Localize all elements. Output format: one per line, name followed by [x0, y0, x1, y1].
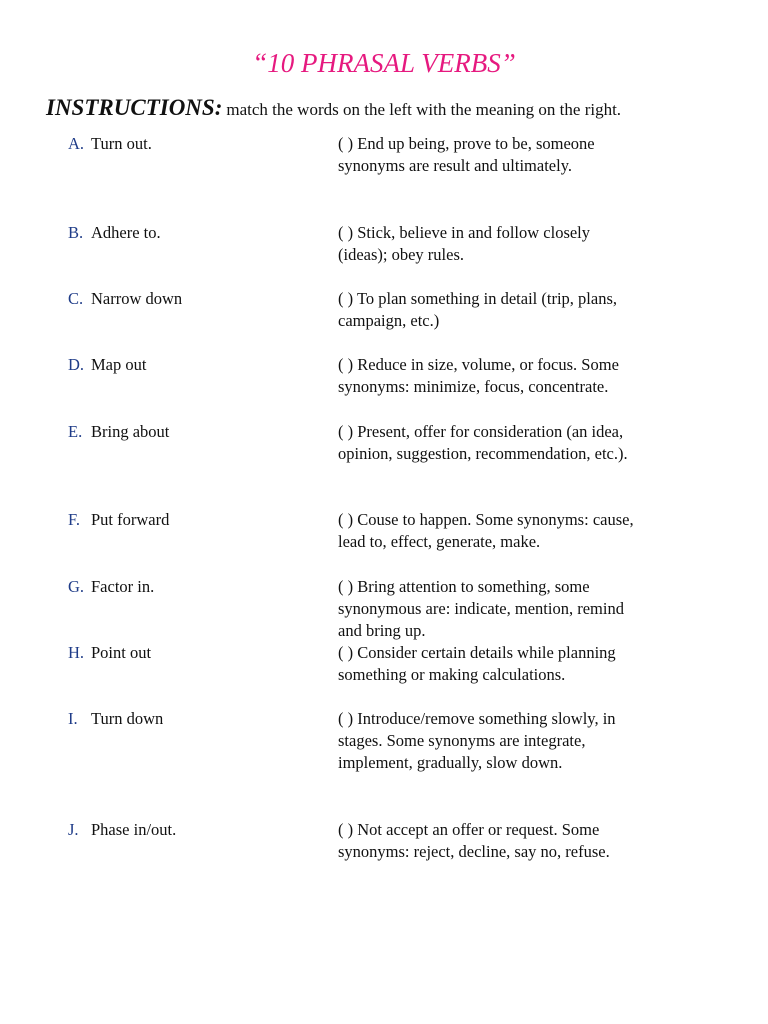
item-letter: E.	[68, 422, 83, 441]
meaning-text: ( ) End up being, prove to be, someone synonyms are result and ultimately.	[338, 134, 595, 176]
meaning-text: ( ) Reduce in size, volume, or focus. Some synonyms: minimize, focus, concentrate.	[338, 355, 619, 397]
meaning-text: ( ) Consider certain details while planning something or making calculations.	[338, 643, 616, 685]
item-letter: J.	[68, 820, 79, 839]
item-letter: C.	[68, 289, 84, 308]
item-letter: D.	[68, 355, 85, 374]
item-letter: G.	[68, 577, 85, 596]
meaning-text: ( ) Couse to happen. Some synonyms: cause, lead to, effect, generate, make.	[338, 510, 634, 552]
phrasal-verb: Narrow down	[91, 289, 183, 308]
instructions-text: match the words on the left with the meaning on the right.	[226, 100, 622, 119]
phrasal-verb: Map out	[91, 355, 147, 374]
item-letter: I.	[68, 709, 78, 728]
phrasal-verb: Factor in.	[91, 577, 155, 596]
phrasal-verb: Phase in/out.	[91, 820, 177, 839]
meaning-text: ( ) Stick, believe in and follow closely (ideas); obey rules.	[338, 223, 591, 265]
item-letter: F.	[68, 510, 80, 529]
instructions	[46, 92, 746, 127]
meaning-text: ( ) Not accept an offer or request. Some synonyms: reject, decline, say no, refuse.	[338, 820, 610, 862]
item-letter: A.	[68, 134, 85, 153]
page-title: “10 PHRASAL VERBS”	[252, 48, 516, 78]
meaning-text: ( ) Present, offer for consideration (an idea, opinion, suggestion, recommendation, etc.).	[338, 422, 628, 464]
meaning-text: ( ) Introduce/remove something slowly, in stages. Some synonyms are integrate, implement, gradually, slow down.	[338, 709, 616, 773]
item-letter: H.	[68, 643, 85, 662]
phrasal-verb: Turn down	[91, 709, 164, 728]
meaning-text: ( ) Bring attention to something, some synonymous are: indicate, mention, remind and bring up.	[338, 577, 624, 641]
phrasal-verb: Turn out.	[91, 134, 152, 153]
phrasal-verb: Put forward	[91, 510, 170, 529]
item-letter: B.	[68, 223, 84, 242]
phrasal-verb: Adhere to.	[91, 223, 161, 242]
instructions-label: INSTRUCTIONS:	[46, 95, 223, 120]
phrasal-verb: Bring about	[91, 422, 170, 441]
phrasal-verb: Point out	[91, 643, 152, 662]
meaning-text: ( ) To plan something in detail (trip, plans, campaign, etc.)	[338, 289, 617, 331]
